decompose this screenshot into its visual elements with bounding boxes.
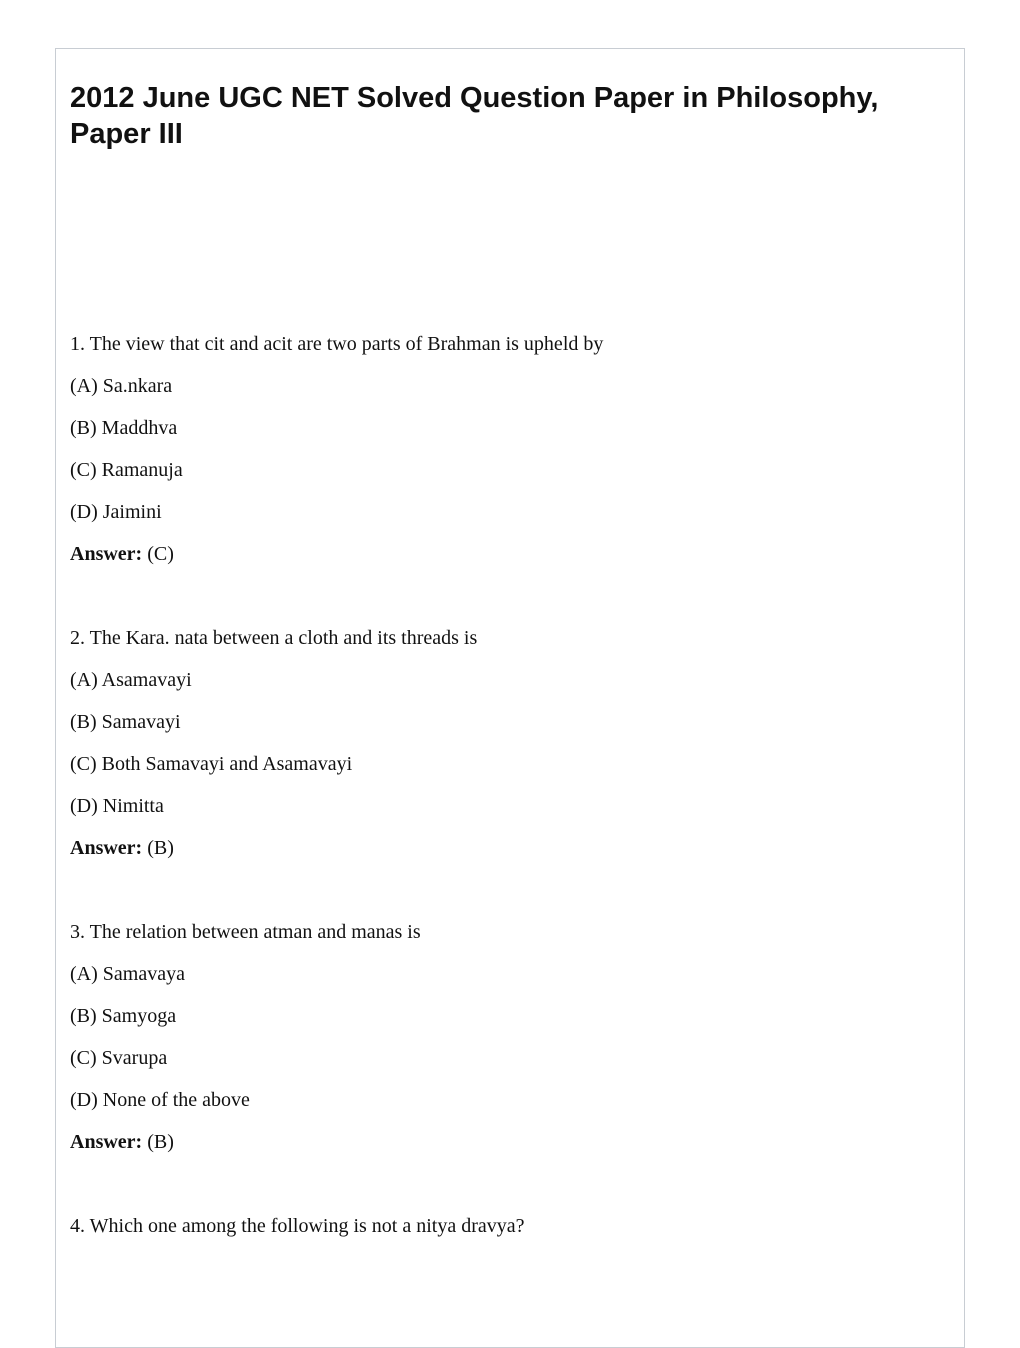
question-3 [70, 918, 930, 1170]
option-c: (C) Ramanuja [70, 459, 183, 481]
answer-label: Answer: [70, 1131, 143, 1153]
question-list [70, 330, 930, 1296]
question-text: 1. The view that cit and acit are two parts of Brahman is upheld by [70, 333, 604, 355]
answer-label: Answer: [70, 543, 143, 565]
answer-value: (B) [147, 837, 174, 859]
option-d: (D) Jaimini [70, 501, 162, 523]
question-2 [70, 624, 930, 876]
answer-value: (B) [147, 1131, 174, 1153]
question-1 [70, 330, 930, 582]
question-text: 4. Which one among the following is not a nitya dravya? [70, 1215, 525, 1237]
option-d: (D) None of the above [70, 1089, 250, 1111]
option-a: (A) Asamavayi [70, 669, 192, 691]
answer-line [70, 834, 930, 876]
answer-value: (C) [147, 543, 174, 565]
page-title: 2012 June UGC NET Solved Question Paper in Philosophy, Paper III [70, 82, 879, 150]
option-d: (D) Nimitta [70, 795, 164, 817]
option-a: (A) Samavaya [70, 963, 185, 985]
question-text: 3. The relation between atman and manas is [70, 921, 421, 943]
answer-line [70, 540, 930, 582]
question-4 [70, 1212, 930, 1254]
question-text: 2. The Kara. nata between a cloth and its threads is [70, 627, 478, 649]
option-c: (C) Both Samavayi and Asamavayi [70, 753, 353, 775]
option-b: (B) Samyoga [70, 1005, 177, 1027]
option-b: (B) Samavayi [70, 711, 181, 733]
option-b: (B) Maddhva [70, 417, 178, 439]
answer-line [70, 1128, 930, 1170]
answer-label: Answer: [70, 837, 143, 859]
option-c: (C) Svarupa [70, 1047, 168, 1069]
option-a: (A) Sa.nkara [70, 375, 173, 397]
